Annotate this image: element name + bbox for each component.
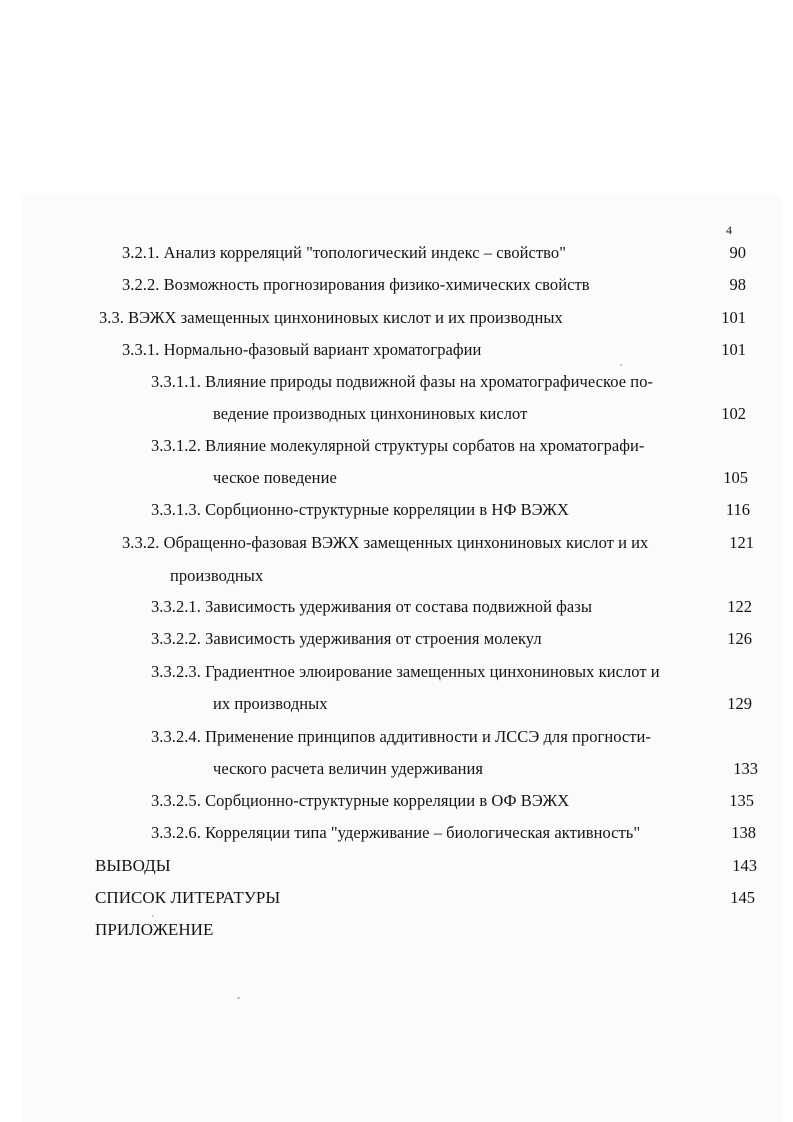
toc-entry-3-3: 3.3. ВЭЖХ замещенных цинхониновых кислот и их производных: [99, 308, 563, 327]
toc-entry-3-3-2-5: 3.3.2.5. Сорбционно-структурные корреляции в ОФ ВЭЖХ: [151, 791, 570, 810]
toc-page-3-3: 101: [721, 308, 746, 327]
toc-page-3-3-2-6: 138: [731, 823, 756, 842]
scanned-sheet: [22, 195, 782, 1122]
scan-speck: [620, 364, 622, 366]
toc-entry-3-3-2-4: 3.3.2.4. Применение принципов аддитивности и ЛССЭ для прогности-: [151, 727, 651, 746]
toc-entry-conclusions: ВЫВОДЫ: [95, 856, 171, 875]
toc-page-3-3-1-1: 102: [721, 404, 746, 423]
toc-entry-3-3-2-3-cont: их производных: [213, 694, 328, 713]
toc-page-3-3-2-2: 126: [727, 629, 752, 648]
toc-entry-3-3-1-2: 3.3.1.2. Влияние молекулярной структуры сорбатов на хроматографи-: [151, 436, 645, 455]
toc-page-3-3-2-4: 133: [733, 759, 758, 778]
toc-page-3-2-1: 90: [729, 243, 746, 262]
toc-page-references: 145: [730, 888, 755, 907]
toc-page-3-2-2: 98: [729, 275, 746, 294]
toc-entry-3-3-2-1: 3.3.2.1. Зависимость удерживания от состава подвижной фазы: [151, 597, 592, 616]
toc-entry-3-3-1-1-cont: ведение производных цинхониновых кислот: [213, 404, 528, 423]
scan-speck: [152, 915, 154, 917]
toc-entry-3-3-2-2: 3.3.2.2. Зависимость удерживания от строения молекул: [151, 629, 542, 648]
toc-entry-3-3-1: 3.3.1. Нормально-фазовый вариант хроматографии: [122, 340, 482, 359]
toc-entry-3-3-2: 3.3.2. Обращенно-фазовая ВЭЖХ замещенных цинхониновых кислот и их: [122, 533, 649, 552]
toc-page-3-3-2-1: 122: [727, 597, 752, 616]
page-number: 4: [726, 223, 732, 237]
toc-entry-references: СПИСОК ЛИТЕРАТУРЫ: [95, 888, 281, 907]
toc-entry-appendix: ПРИЛОЖЕНИЕ: [95, 920, 214, 939]
toc-entry-3-3-1-3: 3.3.1.3. Сорбционно-структурные корреляции в НФ ВЭЖХ: [151, 500, 569, 519]
toc-page-3-3-2: 121: [729, 533, 754, 552]
toc-entry-3-2-2: 3.2.2. Возможность прогнозирования физико-химических свойств: [122, 275, 590, 294]
toc-page-3-3-1: 101: [721, 340, 746, 359]
toc-page-3-3-2-5: 135: [729, 791, 754, 810]
toc-entry-3-3-1-1: 3.3.1.1. Влияние природы подвижной фазы на хроматографическое по-: [151, 372, 654, 391]
toc-page-conclusions: 143: [732, 856, 757, 875]
toc-entry-3-3-2-4-cont: ческого расчета величин удерживания: [213, 759, 484, 778]
toc-entry-3-3-2-3: 3.3.2.3. Градиентное элюирование замещенных цинхониновых кислот и: [151, 662, 660, 681]
toc-page-3-3-1-2: 105: [723, 468, 748, 487]
toc-entry-3-3-2-6: 3.3.2.6. Корреляции типа "удерживание – биологическая активность": [151, 823, 641, 842]
toc-entry-3-2-1: 3.2.1. Анализ корреляций "топологический индекс – свойство": [122, 243, 566, 262]
scan-speck: [237, 997, 240, 999]
toc-page-3-3-1-3: 116: [725, 500, 750, 519]
toc-page-3-3-2-3: 129: [727, 694, 752, 713]
toc-entry-3-3-1-2-cont: ческое поведение: [213, 468, 337, 487]
toc-entry-3-3-2-cont: производных: [170, 566, 264, 585]
